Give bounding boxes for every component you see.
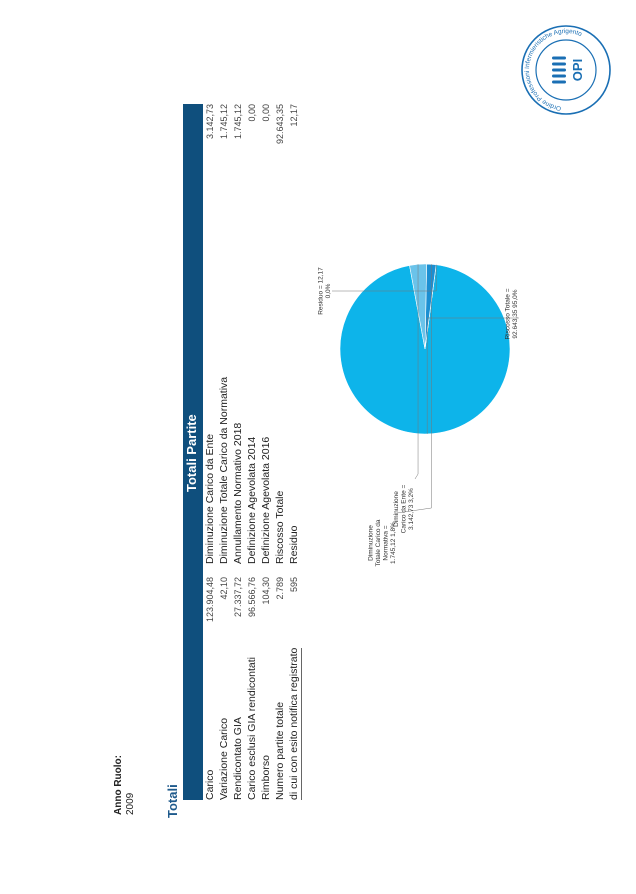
- logo-figure-icon: [552, 57, 566, 60]
- row-label: Carico: [204, 769, 216, 800]
- logo-figure-icon: [552, 63, 566, 66]
- row-label: Rendicontato GIA: [232, 717, 244, 800]
- row-label-2: Definizione Agevolata 2014: [246, 436, 258, 564]
- row-label-2: Annullamento Normativo 2018: [232, 422, 244, 564]
- row-value-2: 3.142,73: [205, 104, 215, 140]
- row-value: 2.789: [275, 577, 285, 600]
- opi-logo: [520, 24, 612, 116]
- pie-label: Residuo = 12,170,0%: [317, 267, 332, 315]
- logo-ring-text: Ordine Professioni Infermieristiche Agrigento: [523, 27, 583, 112]
- table-row: [231, 104, 245, 800]
- row-value: 595: [289, 577, 299, 593]
- row-value-2: 0,00: [247, 104, 257, 122]
- section-title: Totali: [165, 784, 180, 818]
- anno-ruolo: [113, 755, 137, 815]
- row-label-2: Diminuzione Carico da Ente: [204, 433, 216, 564]
- anno-value: 2009: [125, 792, 136, 815]
- table-row: [245, 104, 259, 800]
- row-label: di cui con esito notifica registrato: [288, 647, 300, 800]
- logo-center-text: OPI: [570, 58, 585, 82]
- row-label-2: Riscosso Totale: [274, 490, 286, 564]
- pie-label: DiminuzioneTotale Carico daNormativa =1.745,12 1,8%: [367, 519, 397, 567]
- row-label-2: Diminuzione Totale Carico da Normativa: [218, 376, 230, 564]
- row-value-2: 92.643,35: [275, 104, 285, 145]
- row-value: 104,30: [261, 577, 271, 605]
- row-value: 96.566,76: [247, 577, 257, 618]
- row-value-2: 0,00: [261, 104, 271, 122]
- pie-chart: [285, 134, 605, 714]
- pie-label: DiminuzioneCarico da Ente =3.142,73 3,2%: [393, 484, 415, 534]
- row-value: 123.904,48: [205, 577, 215, 623]
- table-row: [203, 104, 217, 800]
- pie-label: Riscosso Totale =92.643,35 95,0%: [504, 288, 519, 340]
- table-row: [259, 104, 273, 800]
- logo-figure-icon: [552, 69, 566, 72]
- logo-figure-icon: [552, 81, 566, 84]
- pie-chart-svg: [285, 134, 605, 714]
- totali-table: [183, 104, 301, 800]
- row-value-2: 12,17: [289, 104, 299, 127]
- row-value-2: 1.745,12: [219, 104, 229, 140]
- anno-label: Anno Ruolo:: [113, 755, 124, 815]
- row-value: 42,10: [219, 577, 229, 600]
- row-value-2: 1.745,12: [233, 104, 243, 140]
- row-value: 27.337,72: [233, 577, 243, 618]
- row-label-2: Residuo: [288, 525, 300, 564]
- row-label: Carico esclusi GIA rendicontati: [246, 657, 258, 800]
- table-header: [183, 104, 203, 800]
- row-label: Variazione Carico: [218, 717, 230, 800]
- opi-logo-svg: [520, 24, 612, 116]
- row-label: Numero partite totale: [274, 701, 286, 800]
- table-title: Totali Partite: [184, 414, 199, 492]
- table-row: [217, 104, 231, 800]
- row-label: Rimborso: [260, 755, 272, 800]
- logo-figure-icon: [552, 75, 566, 78]
- row-label-2: Definizione Agevolata 2016: [260, 436, 272, 564]
